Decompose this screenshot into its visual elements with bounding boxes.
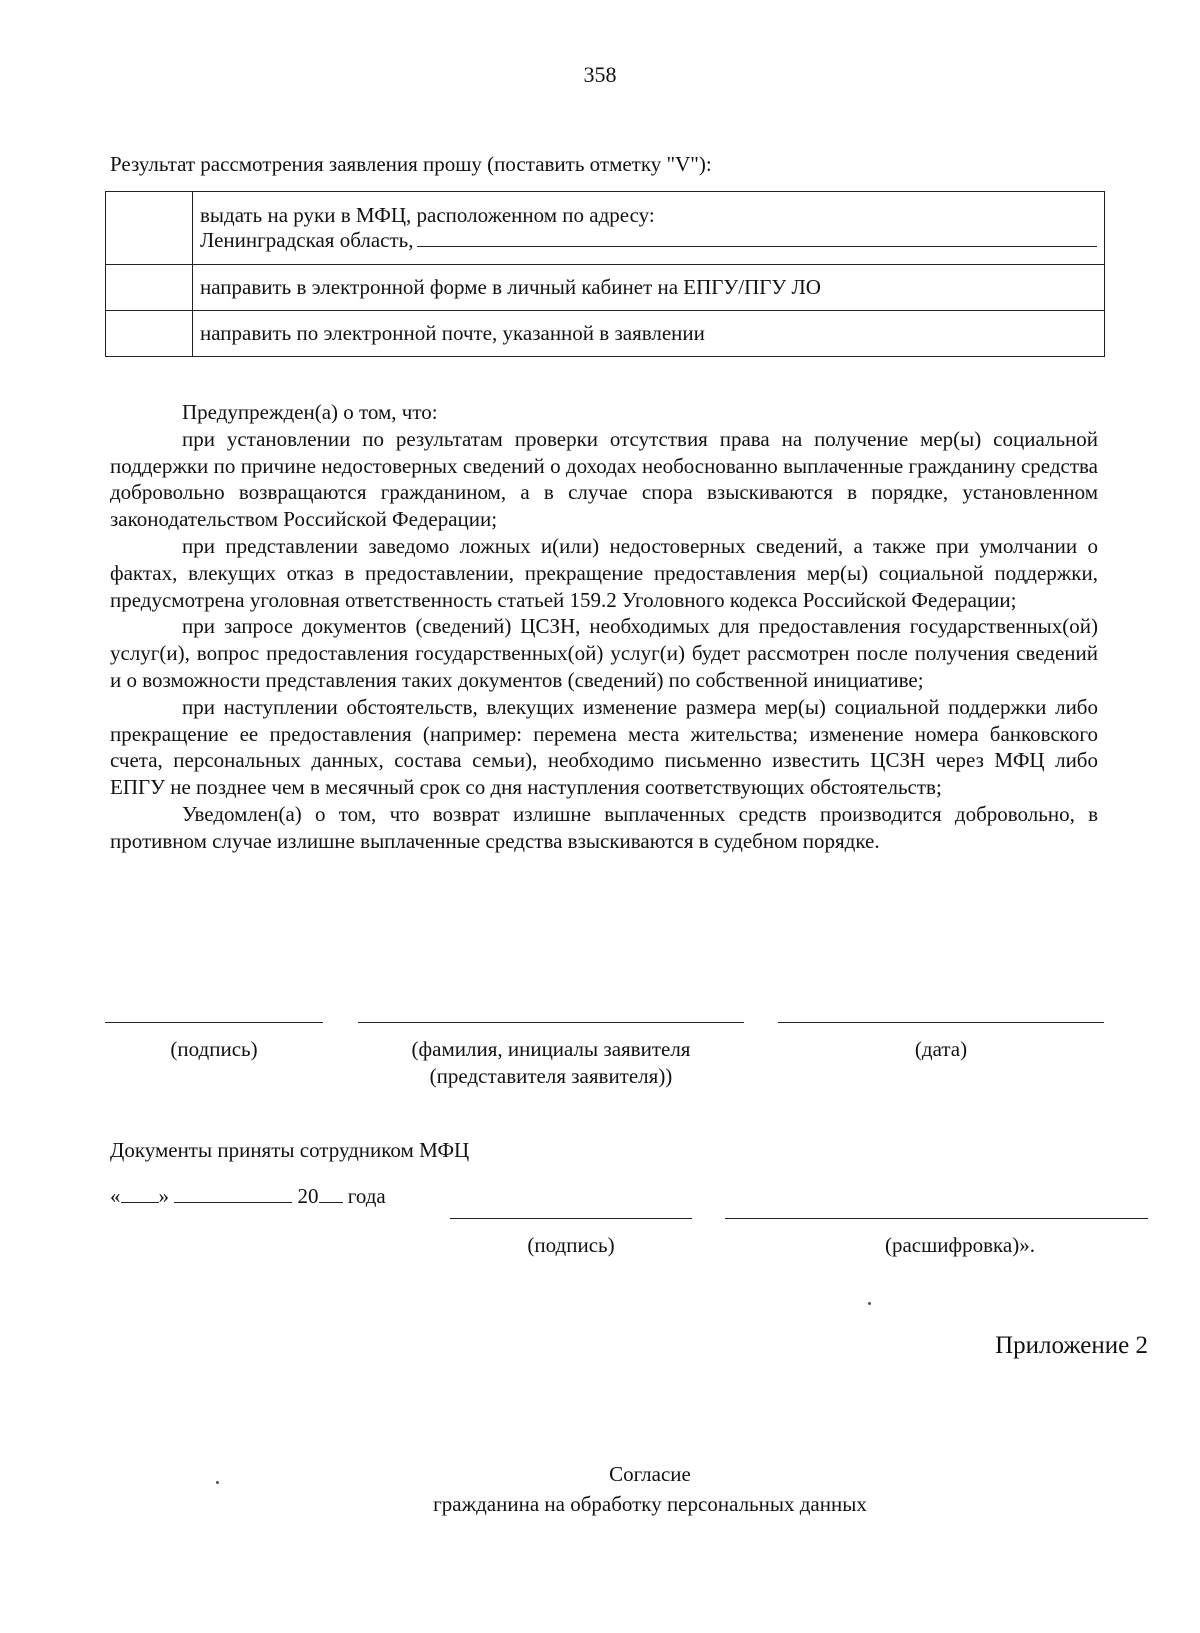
applicant-date-label: (дата) xyxy=(914,1037,968,1061)
option-row-email xyxy=(106,311,1105,357)
date-day-field[interactable] xyxy=(121,1184,159,1203)
appendix-label: Приложение 2 xyxy=(995,1332,1148,1359)
option-checkbox-epgu[interactable] xyxy=(106,265,193,311)
applicant-date-line[interactable] xyxy=(778,1022,1104,1023)
option-row-mfc xyxy=(106,192,1105,265)
warning-paragraph: при наступлении обстоятельств, влекущих изменение размера мер(ы) социальной поддержки либо прекращение ее предоставления (например: перемена места жительства; изменение номера банковского счета, персональных данных, состава семьи), необходимо письменно известить ЦСЗН через МФЦ либо ЕПГУ не позднее чем в месячный срок со дня наступления соответствующих обстоятельств; xyxy=(110,694,1098,800)
option-text-epgu: направить в электронной форме в личный кабинет на ЕПГУ/ПГУ ЛО xyxy=(193,265,1105,311)
date-year-field[interactable] xyxy=(319,1184,343,1203)
date-close-quote: » xyxy=(158,1184,169,1208)
option-mfc-region: Ленинградская область, xyxy=(200,228,414,252)
mfc-decryption-line[interactable] xyxy=(725,1218,1148,1219)
date-year-suffix: года xyxy=(342,1184,386,1208)
applicant-name-label xyxy=(358,1036,744,1090)
address-fill-line[interactable] xyxy=(417,228,1097,247)
applicant-signature-line[interactable] xyxy=(105,1022,323,1023)
mfc-date-line xyxy=(110,1184,386,1209)
option-mfc-line2 xyxy=(200,228,1097,253)
applicant-name-label-line1: (фамилия, инициалы заявителя xyxy=(411,1037,691,1061)
warning-paragraph: при запросе документов (сведений) ЦСЗН, необходимых для предоставления государственных(ой) услуг(и), вопрос предоставления государственных(ой) услуг(и) будет рассмотрен после получения сведений и о возможности представления таких документов (сведений) по собственной инициативе; xyxy=(110,614,1098,692)
option-checkbox-mfc[interactable] xyxy=(106,192,193,265)
scan-speck xyxy=(868,1302,871,1305)
option-text-email: направить по электронной почте, указанной в заявлении xyxy=(193,311,1105,357)
warning-paragraph: при установлении по результатам проверки отсутствия права на получение мер(ы) социальной поддержки по причине недостоверных сведений о доходах необоснованно выплаченные гражданину средства добровольно возвращаются гражданином, а в случае спора взыскиваются в порядке, установленном законодательством Российской Федерации; xyxy=(110,426,1098,532)
delivery-options-table xyxy=(105,191,1105,357)
consent-title: Согласие xyxy=(609,1462,691,1486)
consent-subtitle: гражданина на обработку персональных данных xyxy=(433,1492,867,1516)
warnings-heading: Предупрежден(а) о том, что: xyxy=(182,400,438,424)
warning-paragraph: при представлении заведомо ложных и(или) недостоверных сведений, а также при умолчании о фактах, влекущих отказ в предоставлении, прекращение предоставления мер(ы) социальной поддержки, предусмотрена уголовная ответственность статьей 159.2 Уголовного кодекса Российской Федерации; xyxy=(110,533,1098,612)
mfc-decryption-label: (расшифровка)». xyxy=(884,1233,1035,1257)
applicant-name-line[interactable] xyxy=(358,1022,744,1023)
option-checkbox-email[interactable] xyxy=(106,311,193,357)
mfc-signature-line[interactable] xyxy=(450,1218,692,1219)
option-mfc-line1: выдать на руки в МФЦ, расположенном по адресу: xyxy=(200,203,655,227)
warnings-section xyxy=(110,399,1098,855)
applicant-signature-label: (подпись) xyxy=(170,1037,258,1061)
mfc-signature-label: (подпись) xyxy=(527,1233,615,1257)
option-row-epgu xyxy=(106,265,1105,311)
mfc-accepted-text: Документы приняты сотрудником МФЦ xyxy=(110,1138,470,1162)
notice-paragraph: Уведомлен(а) о том, что возврат излишне выплаченных средств производится добровольно, в противном случае излишне выплаченные средства взыскиваются в судебном порядке. xyxy=(110,801,1098,853)
result-instruction: Результат рассмотрения заявления прошу (поставить отметку "V"): xyxy=(110,152,712,176)
date-year-prefix: 20 xyxy=(297,1184,319,1208)
page-number: 358 xyxy=(583,62,617,87)
date-month-field[interactable] xyxy=(174,1184,292,1203)
applicant-name-label-line2: (представителя заявителя)) xyxy=(429,1064,673,1088)
date-open-quote: « xyxy=(110,1184,121,1208)
option-text-mfc xyxy=(193,192,1105,265)
